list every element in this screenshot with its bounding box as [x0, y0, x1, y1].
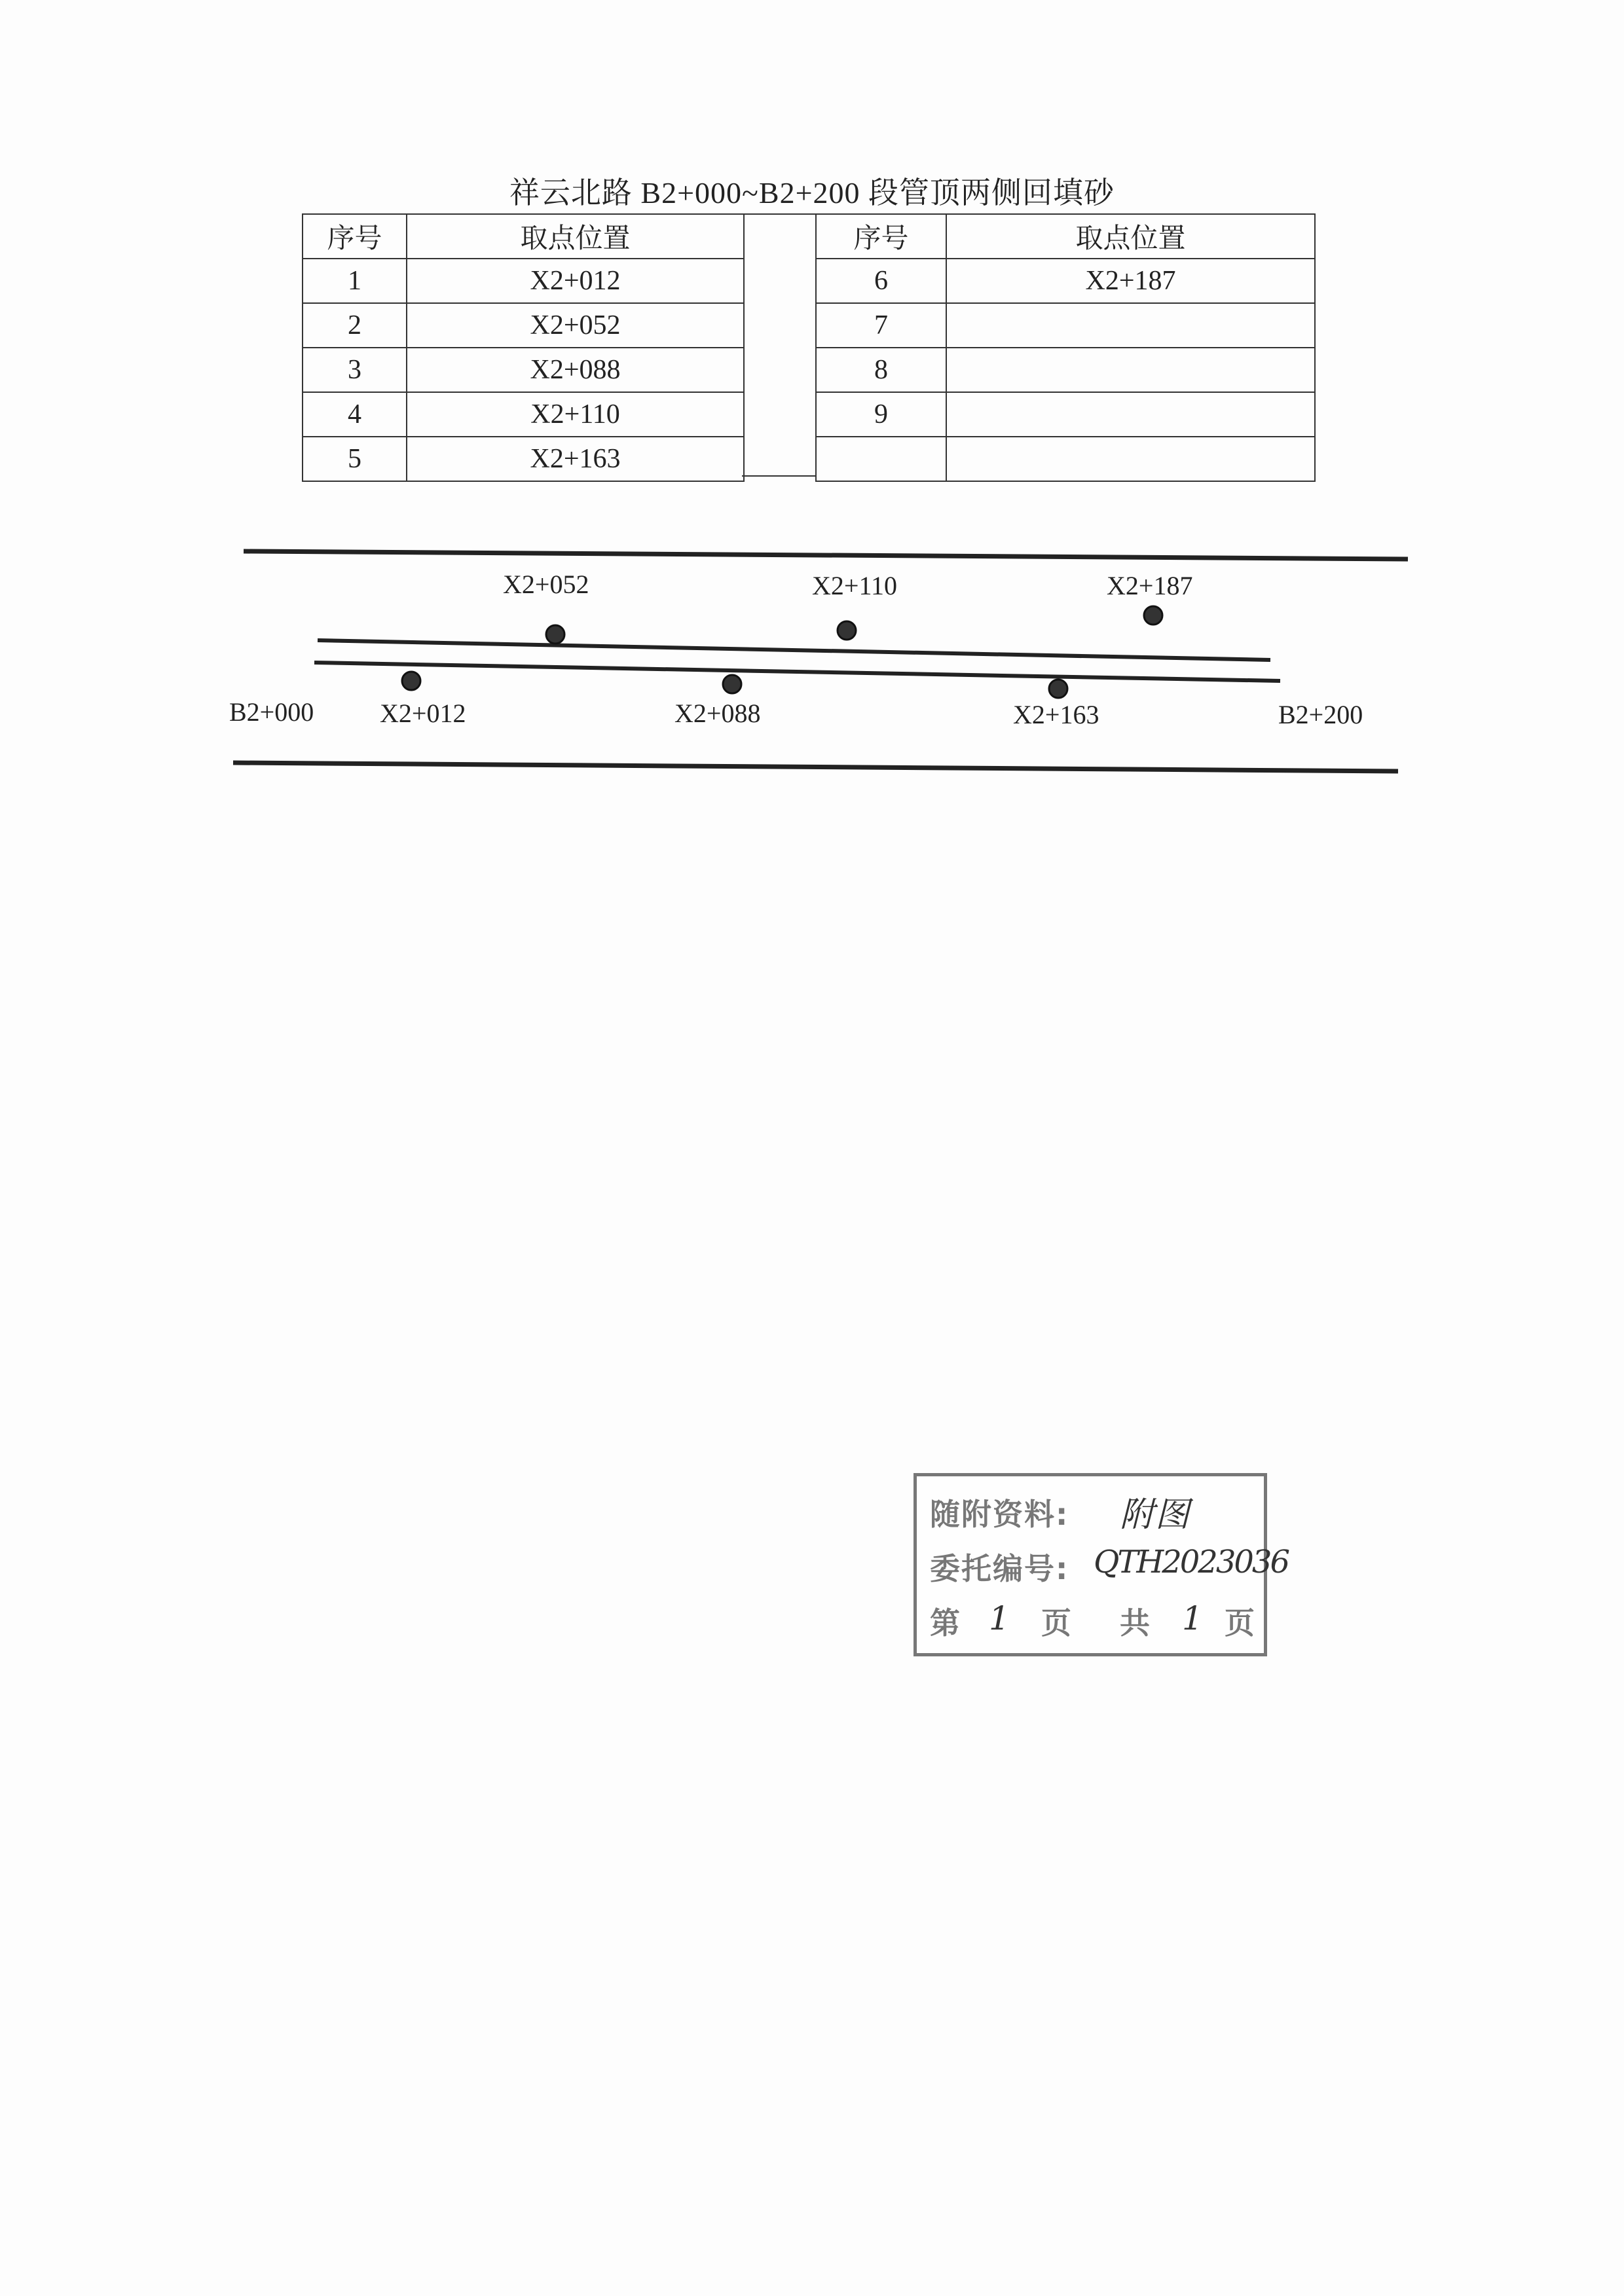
sample-point-x2-163	[1049, 680, 1067, 698]
stamp-attachment-value: 附图	[1120, 1495, 1191, 1535]
point-label-x2-052: X2+052	[503, 570, 589, 599]
stamp-commission-value: QTH2023036	[1094, 1544, 1288, 1580]
header-position: 取点位置	[946, 214, 1315, 259]
road-edge-bottom	[233, 763, 1398, 771]
sample-point-x2-110	[838, 621, 856, 640]
cell-seq: 1	[303, 259, 407, 303]
point-label-x2-012: X2+012	[380, 699, 466, 728]
cell-position: X2+163	[407, 437, 744, 481]
cell-seq: 4	[303, 392, 407, 437]
cell-seq: 5	[303, 437, 407, 481]
point-label-x2-163: X2+163	[1013, 700, 1099, 729]
start-chainage-label: B2+000	[229, 697, 314, 727]
header-position: 取点位置	[407, 214, 744, 259]
pipe-line-lower	[314, 663, 1280, 681]
cell-position: X2+187	[946, 259, 1315, 303]
sample-point-x2-052	[546, 625, 564, 644]
cell-seq: 6	[816, 259, 946, 303]
stamp-total-unit: 页	[1225, 1605, 1256, 1641]
stamp-page-prefix: 第	[930, 1605, 961, 1641]
cell-position: X2+110	[407, 392, 744, 437]
cell-seq: 3	[303, 348, 407, 392]
header-seq: 序号	[816, 214, 946, 259]
sample-point-x2-187	[1144, 606, 1162, 625]
stamp-attachment-row	[930, 1491, 1191, 1535]
stamp-total-number: 1	[1182, 1599, 1204, 1637]
end-chainage-label: B2+200	[1278, 700, 1363, 729]
cell-seq: 7	[816, 303, 946, 348]
sample-point-x2-088	[723, 675, 741, 693]
stamp-commission-row	[930, 1544, 1288, 1588]
pipe-line-upper	[318, 640, 1270, 660]
point-label-x2-088: X2+088	[674, 699, 761, 728]
stamp-page-number: 1	[989, 1599, 1011, 1637]
cell-seq: 8	[816, 348, 946, 392]
road-edge-top	[244, 551, 1408, 559]
header-seq: 序号	[303, 214, 407, 259]
point-label-x2-110: X2+110	[812, 571, 897, 600]
stamp-total-prefix: 共	[1120, 1605, 1151, 1641]
stamp-page-row	[930, 1599, 1256, 1643]
page-title: 祥云北路 B2+000~B2+200 段管顶两侧回填砂	[509, 176, 1115, 210]
stamp-page-unit: 页	[1041, 1605, 1073, 1641]
cell-seq: 2	[303, 303, 407, 348]
point-label-x2-187: X2+187	[1107, 571, 1193, 600]
cell-position: X2+012	[407, 259, 744, 303]
cell-seq: 9	[816, 392, 946, 437]
cell-position: X2+088	[407, 348, 744, 392]
sample-point-x2-012	[402, 672, 420, 690]
stamp-commission-label: 委托编号:	[930, 1551, 1069, 1586]
cell-position: X2+052	[407, 303, 744, 348]
attachment-stamp	[913, 1473, 1288, 1656]
stamp-attachment-label: 随附资料:	[930, 1497, 1069, 1532]
